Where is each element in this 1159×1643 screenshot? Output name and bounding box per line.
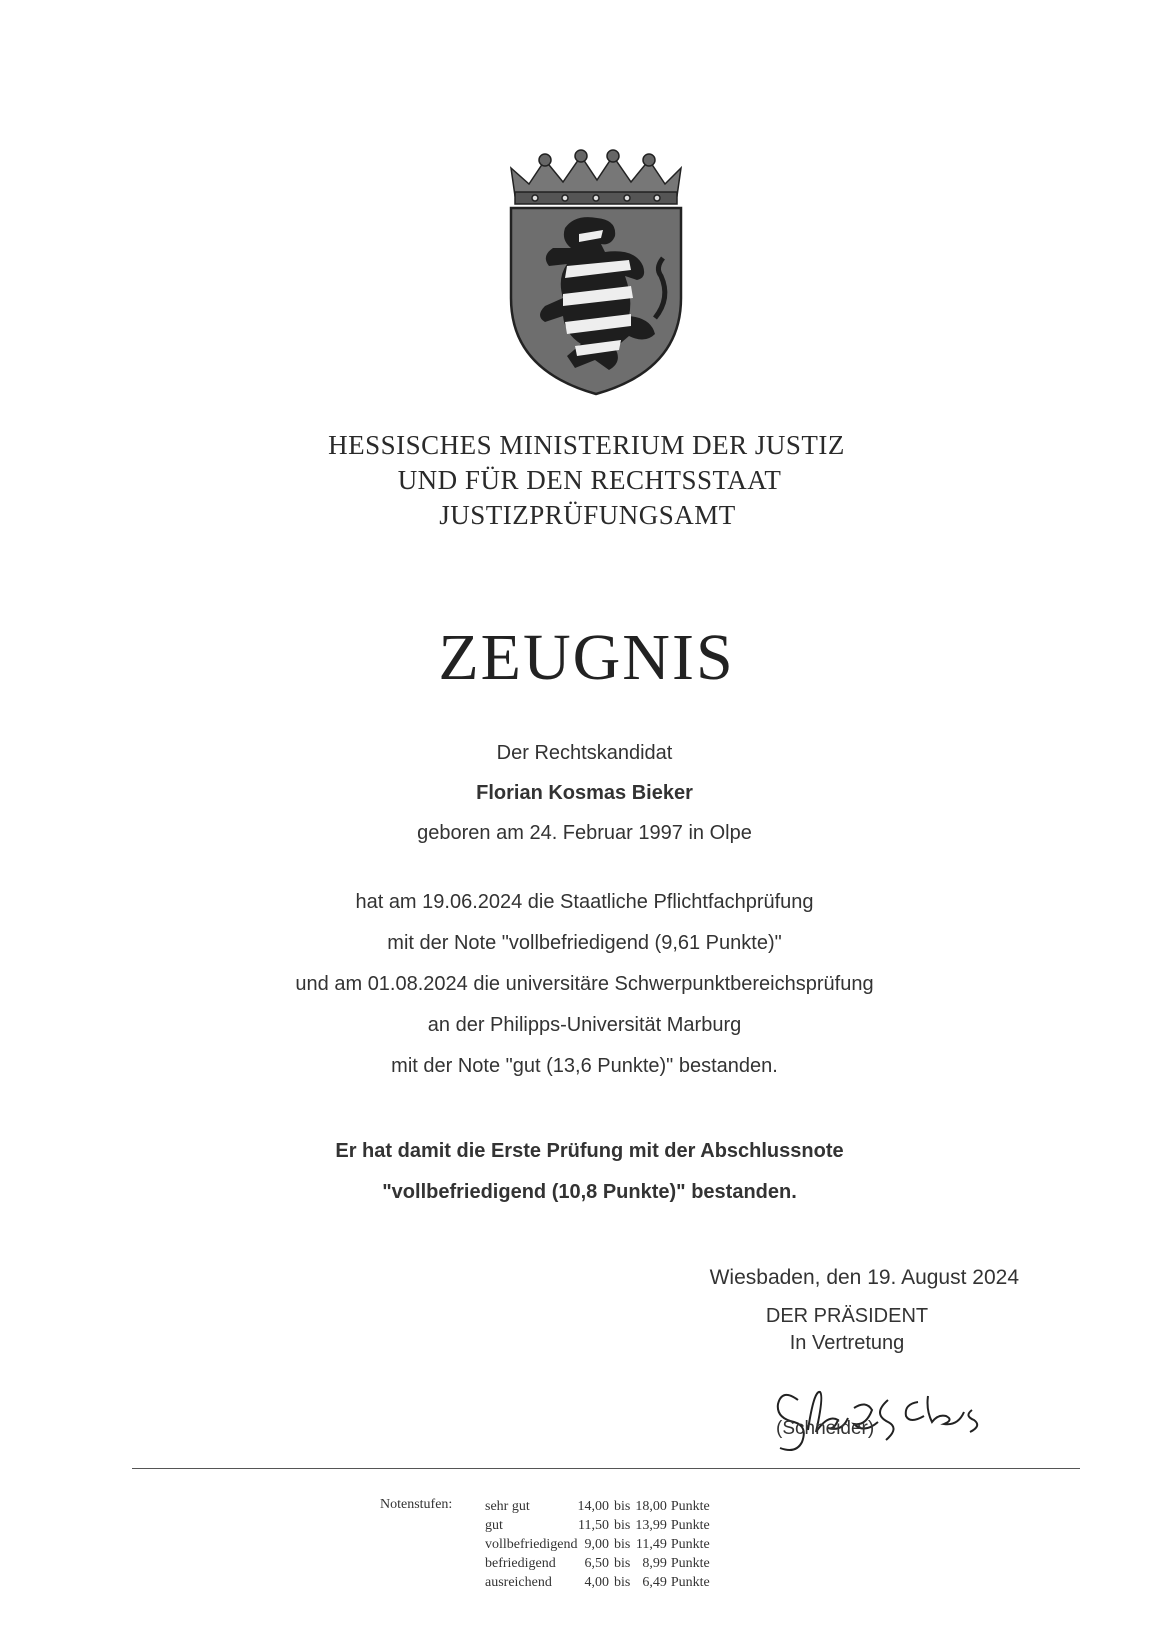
crown-icon <box>511 150 681 204</box>
candidate-block <box>0 733 1159 853</box>
grade-name: ausreichend <box>485 1575 552 1590</box>
candidate-name: Florian Kosmas Bieker <box>476 782 693 804</box>
table-row <box>485 1535 710 1554</box>
table-row <box>485 1554 710 1573</box>
signer-name: (Schneider) <box>776 1418 875 1439</box>
grade-from: 4,00 <box>584 1575 610 1590</box>
grade-name: gut <box>485 1518 503 1533</box>
grade-bis: bis <box>614 1518 631 1533</box>
candidate-birth: geboren am 24. Februar 1997 in Olpe <box>417 822 752 844</box>
candidate-intro: Der Rechtskandidat <box>496 742 673 764</box>
grade-to: 6,49 <box>642 1575 667 1590</box>
result-line: "vollbefriedigend (10,8 Punkte)" bestanden. <box>382 1181 797 1203</box>
place-date: Wiesbaden, den 19. August 2024 <box>709 1266 1019 1289</box>
grade-unit: Punkte <box>670 1518 710 1533</box>
ministry-line-3: JUSTIZPRÜFUNGSAMT <box>439 500 736 530</box>
grade-to: 13,99 <box>635 1518 667 1533</box>
president-block <box>752 1303 942 1357</box>
ministry-line-1: HESSISCHES MINISTERIUM DER JUSTIZ <box>328 430 845 460</box>
document-title: ZEUGNIS <box>438 621 735 694</box>
grade-name: sehr gut <box>485 1499 530 1514</box>
grade-from: 6,50 <box>584 1556 610 1571</box>
coat-of-arms-emblem <box>505 148 687 396</box>
president-title: DER PRÄSIDENT <box>765 1305 929 1327</box>
result-line: Er hat damit die Erste Prüfung mit der Abschlussnote <box>335 1140 844 1162</box>
ministry-line-2: UND FÜR DEN RECHTSSTAAT <box>397 465 782 495</box>
grade-name: befriedigend <box>485 1556 556 1571</box>
grade-bis: bis <box>614 1556 631 1571</box>
divider-line <box>132 1468 1080 1469</box>
grade-scale-table <box>485 1497 710 1592</box>
exam-line: hat am 19.06.2024 die Staatliche Pflichtfachprüfung <box>355 891 814 913</box>
grade-unit: Punkte <box>670 1499 710 1514</box>
grade-from: 11,50 <box>578 1518 610 1533</box>
exam-line: mit der Note "vollbefriedigend (9,61 Punkte)" <box>387 932 782 954</box>
grade-from: 14,00 <box>577 1499 610 1514</box>
grade-to: 11,49 <box>635 1537 667 1552</box>
exam-line: mit der Note "gut (13,6 Punkte)" bestanden. <box>391 1055 778 1077</box>
table-row <box>485 1497 710 1516</box>
exam-block <box>0 882 1159 1087</box>
exam-line: und am 01.08.2024 die universitäre Schwerpunktbereichsprüfung <box>295 973 874 995</box>
grade-from: 9,00 <box>584 1537 610 1552</box>
final-result-block <box>0 1131 1159 1213</box>
grade-unit: Punkte <box>670 1556 710 1571</box>
grade-to: 8,99 <box>642 1556 667 1571</box>
grade-name: vollbefriedigend <box>485 1537 578 1552</box>
grade-bis: bis <box>614 1499 631 1514</box>
table-row <box>485 1573 710 1592</box>
handwritten-signature <box>768 1370 1008 1460</box>
grade-to: 18,00 <box>635 1499 667 1514</box>
grade-bis: bis <box>614 1537 631 1552</box>
grade-unit: Punkte <box>670 1575 710 1590</box>
grade-unit: Punkte <box>670 1537 710 1552</box>
table-row <box>485 1516 710 1535</box>
ministry-heading <box>0 428 1159 533</box>
grade-bis: bis <box>614 1575 631 1590</box>
grade-scale-label: Notenstufen: <box>380 1497 453 1512</box>
exam-line: an der Philipps-Universität Marburg <box>427 1014 742 1036</box>
deputy-note: In Vertretung <box>789 1332 905 1354</box>
